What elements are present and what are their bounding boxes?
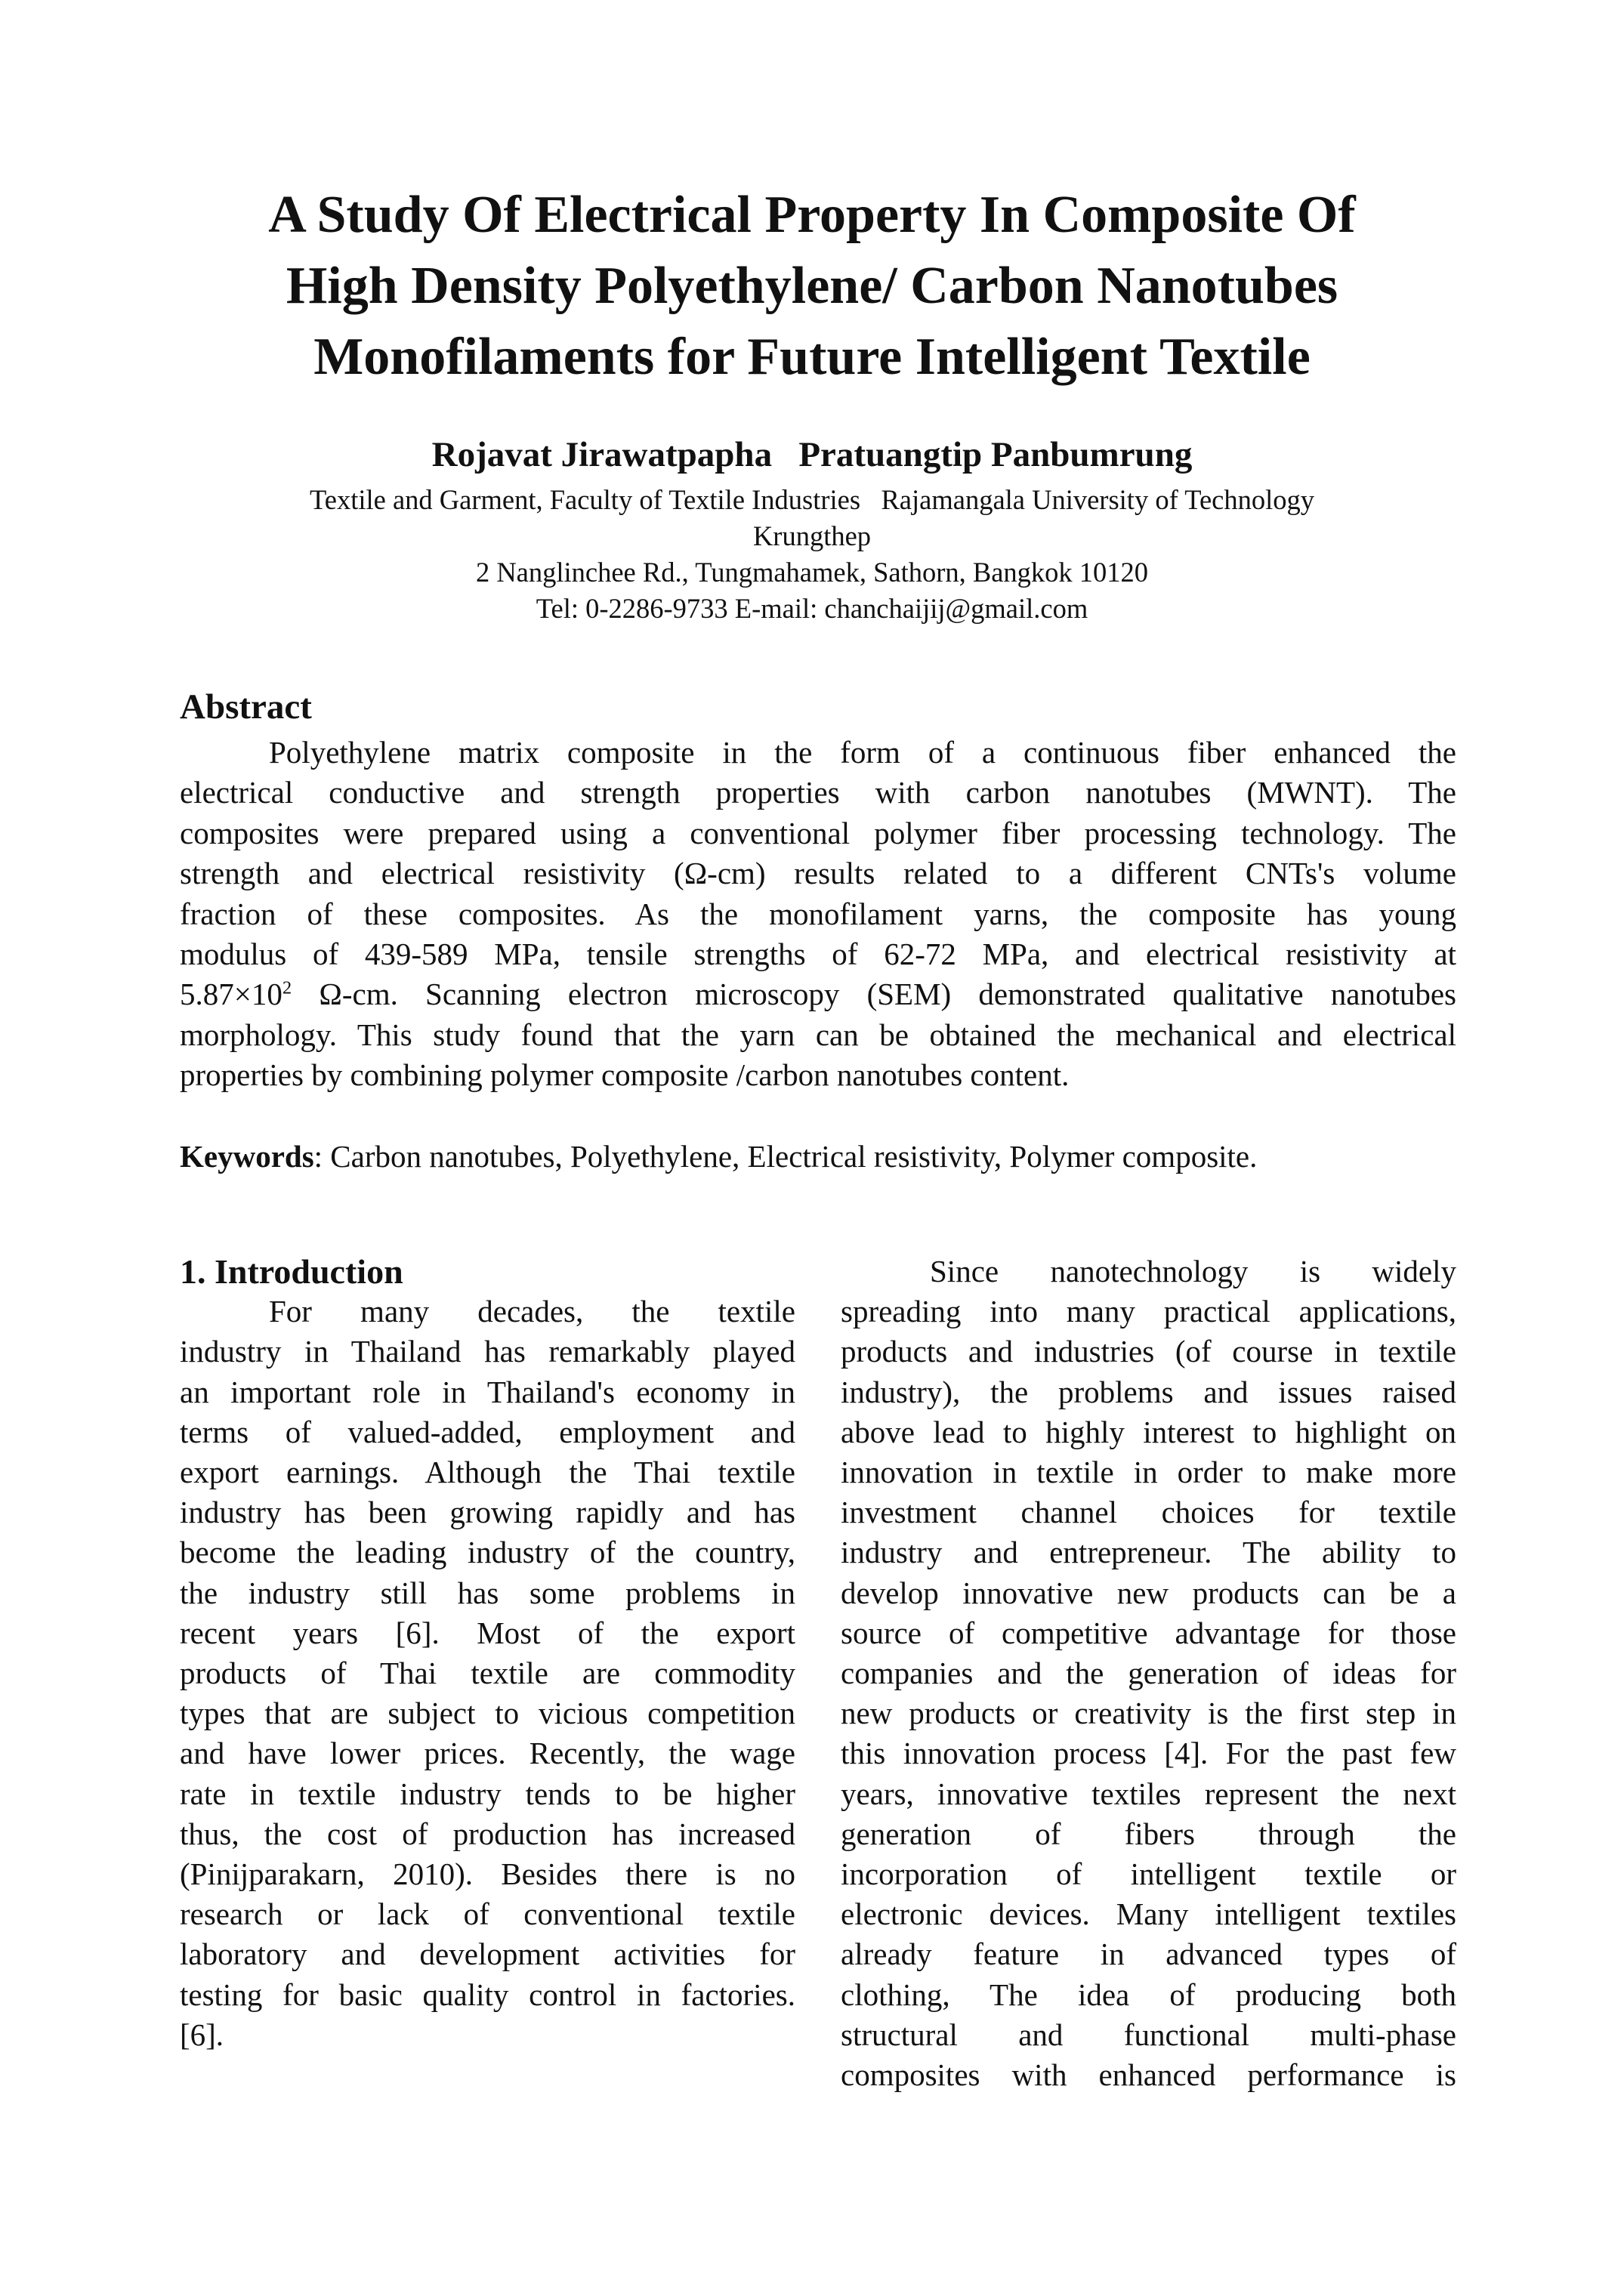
body-line: years, innovative textiles represent the next xyxy=(841,1776,1456,1811)
body-line: terms of valued-added, employment and xyxy=(180,1414,795,1449)
body-line: products of Thai textile are commodity xyxy=(180,1656,795,1691)
address-line: 2 Nanglinchee Rd., Tungmahamek, Sathorn, Bangkok 10120 xyxy=(475,557,1149,588)
affiliation xyxy=(174,482,1450,627)
body-line: this innovation process [4]. For the past few xyxy=(841,1736,1456,1771)
affiliation-line: Textile and Garment, Faculty of Textile Industries Rajamangala University of Technology xyxy=(310,484,1314,515)
left-column xyxy=(180,1251,795,2055)
body-line: clothing, The idea of producing both xyxy=(841,1977,1456,2012)
abstract-line: composites were prepared using a conventional polymer fiber processing technology. The xyxy=(180,815,1456,850)
body-line: electronic devices. Many intelligent textiles xyxy=(841,1896,1456,1932)
body-line: export earnings. Although the Thai textile xyxy=(180,1455,795,1490)
body-line: industry), the problems and issues raised xyxy=(841,1374,1456,1409)
body-line: and have lower prices. Recently, the wage xyxy=(180,1736,795,1771)
resistivity-exponent: 2 xyxy=(282,977,292,998)
body-line: already feature in advanced types of xyxy=(841,1937,1456,1972)
body-line: new products or creativity is the first step in xyxy=(841,1696,1456,1731)
body-line: laboratory and development activities for xyxy=(180,1937,795,1972)
body-line: industry in Thailand has remarkably played xyxy=(180,1334,795,1369)
body-line: products and industries (of course in textile xyxy=(841,1334,1456,1369)
title-line: A Study Of Electrical Property In Composite Of xyxy=(268,186,1356,244)
body-line: above lead to highly interest to highlight on xyxy=(841,1414,1456,1449)
body-line: spreading into many practical applications, xyxy=(841,1294,1456,1329)
contact-line: Tel: 0-2286-9733 E-mail: chanchaijij@gmail.com xyxy=(536,593,1088,624)
body-line: source of competitive advantage for those xyxy=(841,1615,1456,1650)
body-line: rate in textile industry tends to be higher xyxy=(180,1776,795,1811)
resistivity-rest: Ω-cm. Scanning electron microscopy (SEM) demonstrated qualitative nanotubes xyxy=(292,977,1456,1012)
body-line: the industry still has some problems in xyxy=(180,1575,795,1610)
keywords-text: : Carbon nanotubes, Polyethylene, Electrical resistivity, Polymer composite. xyxy=(313,1139,1258,1174)
body-line: generation of fibers through the xyxy=(841,1816,1456,1851)
body-line: become the leading industry of the country, xyxy=(180,1535,795,1570)
abstract-line: strength and electrical resistivity (Ω-cm) results related to a different CNTs's volume xyxy=(180,856,1456,891)
body-line: research or lack of conventional textile xyxy=(180,1896,795,1932)
body-line: incorporation of intelligent textile or xyxy=(841,1856,1456,1892)
body-line: companies and the generation of ideas for xyxy=(841,1656,1456,1691)
abstract-line: fraction of these composites. As the monofilament yarns, the composite has young xyxy=(180,896,1456,931)
abstract-line: modulus of 439-589 MPa, tensile strengths of 62-72 MPa, and electrical resistivity at xyxy=(180,937,1456,972)
body-line: (Pinijparakarn, 2010). Besides there is no xyxy=(180,1856,795,1892)
body-line: Since nanotechnology is widely xyxy=(930,1254,1456,1288)
title-line: High Density Polyethylene/ Carbon Nanotubes xyxy=(286,257,1338,315)
body-line: develop innovative new products can be a xyxy=(841,1575,1456,1610)
paper-title xyxy=(174,180,1450,393)
body-line: thus, the cost of production has increased xyxy=(180,1816,795,1851)
abstract-line-resistivity xyxy=(180,974,1456,1014)
section-heading-introduction: 1. Introduction xyxy=(180,1252,403,1291)
body-line: industry and entrepreneur. The ability to xyxy=(841,1535,1456,1570)
resistivity-value: 5.87×10 xyxy=(180,977,283,1012)
body-line: composites with enhanced performance is xyxy=(841,2057,1456,2093)
abstract-body xyxy=(180,733,1456,1096)
abstract-line: properties by combining polymer composite /carbon nanotubes content. xyxy=(180,1057,1070,1093)
body-line: recent years [6]. Most of the export xyxy=(180,1615,795,1650)
title-line: Monofilaments for Future Intelligent Textile xyxy=(313,328,1311,386)
right-column xyxy=(841,1251,1456,2095)
body-line: types that are subject to vicious competition xyxy=(180,1696,795,1731)
body-line: structural and functional multi-phase xyxy=(841,2017,1456,2052)
abstract-line: Polyethylene matrix composite in the form of a continuous fiber enhanced the xyxy=(269,735,1456,770)
abstract-heading: Abstract xyxy=(180,687,312,727)
body-line: testing for basic quality control in factories. xyxy=(180,1977,795,2012)
body-line: For many decades, the textile xyxy=(269,1294,795,1329)
authors: Rojavat Jirawatpapha Pratuangtip Panbumrung xyxy=(431,435,1193,474)
keywords-label: Keywords xyxy=(180,1139,314,1174)
body-line: industry has been growing rapidly and has xyxy=(180,1495,795,1530)
affiliation-line: Krungthep xyxy=(752,520,872,551)
abstract-line: morphology. This study found that the yarn can be obtained the mechanical and electrical xyxy=(180,1017,1456,1052)
body-line: [6]. xyxy=(180,2017,224,2052)
body-line: an important role in Thailand's economy in xyxy=(180,1374,795,1409)
abstract-line: electrical conductive and strength properties with carbon nanotubes (MWNT). The xyxy=(180,775,1456,810)
body-line: investment channel choices for textile xyxy=(841,1495,1456,1530)
body-line: innovation in textile in order to make more xyxy=(841,1455,1456,1490)
keywords xyxy=(180,1136,1456,1177)
